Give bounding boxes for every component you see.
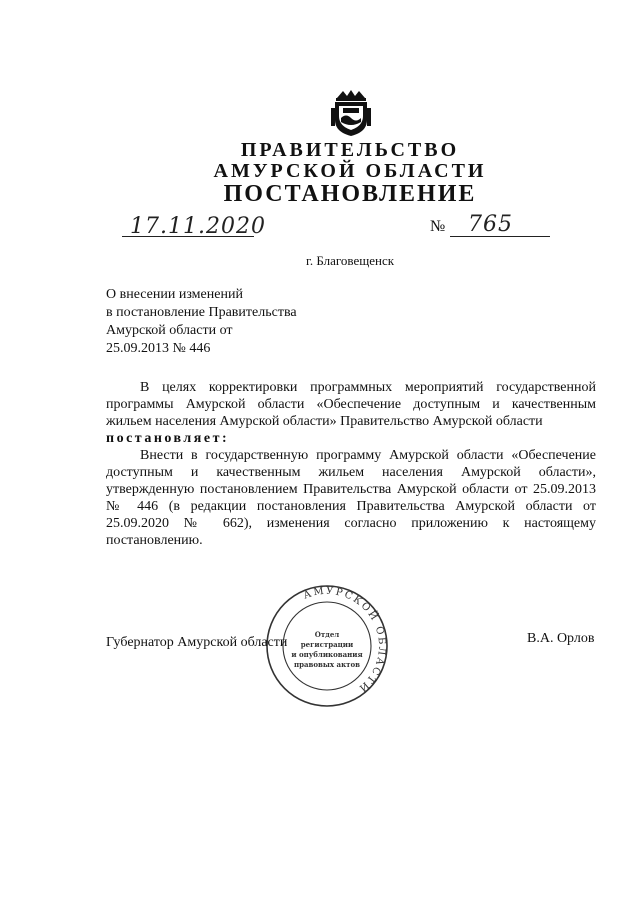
government-title-line2: АМУРСКОЙ ОБЛАСТИ <box>213 160 487 182</box>
signatory-title: Губернатор Амурской области <box>106 635 288 650</box>
body-line: Внести в государственную программу Амурской области «Обеспечение <box>140 448 596 463</box>
subject-line: Амурской области от <box>106 323 233 338</box>
body-line: жильем населения Амурской области» Правительство Амурской области <box>106 414 543 429</box>
document-type: ПОСТАНОВЛЕНИЕ <box>223 181 477 207</box>
preamble-paragraph <box>106 379 596 447</box>
subject-line: 25.09.2013 № 446 <box>106 341 211 356</box>
stamp-inner-line: Отдел <box>314 630 340 639</box>
government-title-line1: ПРАВИТЕЛЬСТВО <box>240 139 460 161</box>
body-line: утвержденную постановлением Правительства Амурской области от 25.09.2013 <box>106 482 596 497</box>
body-line: доступным и качественным жильем населения Амурской области», <box>106 465 596 480</box>
document-date: 17.11.2020 <box>130 214 266 239</box>
stamp-inner-line: правовых актов <box>293 660 361 669</box>
signatory-name: В.А. Орлов <box>527 631 595 646</box>
stamp-outer-text: АМУРСКОЙ ОБЛАСТИ <box>302 585 388 695</box>
body-line: В целях корректировки программных мероприятий государственной <box>140 380 596 395</box>
stamp-inner-line: регистрации <box>300 640 354 649</box>
document-subject <box>106 286 297 358</box>
document-number: 765 <box>468 212 513 237</box>
decree-word: постановляет: <box>106 431 230 446</box>
coat-of-arms-icon <box>329 88 373 138</box>
subject-line: в постановление Правительства <box>106 305 297 320</box>
body-line: № 446 (в редакции постановления Правительства Амурской области от <box>106 499 596 514</box>
number-sign: № <box>430 218 446 235</box>
decree-paragraph <box>106 447 596 549</box>
subject-line: О внесении изменений <box>106 287 243 302</box>
number-underline <box>450 236 550 237</box>
body-line: постановлению. <box>106 533 203 548</box>
city-name: г. Благовещенск <box>305 253 395 268</box>
stamp-inner-line: и опубликования <box>291 650 363 659</box>
body-line: 25.09.2020 № 662), изменения согласно приложению к настоящему <box>106 516 596 531</box>
date-underline <box>122 236 254 237</box>
body-line: программы Амурской области «Обеспечение доступным и качественным <box>106 397 596 412</box>
